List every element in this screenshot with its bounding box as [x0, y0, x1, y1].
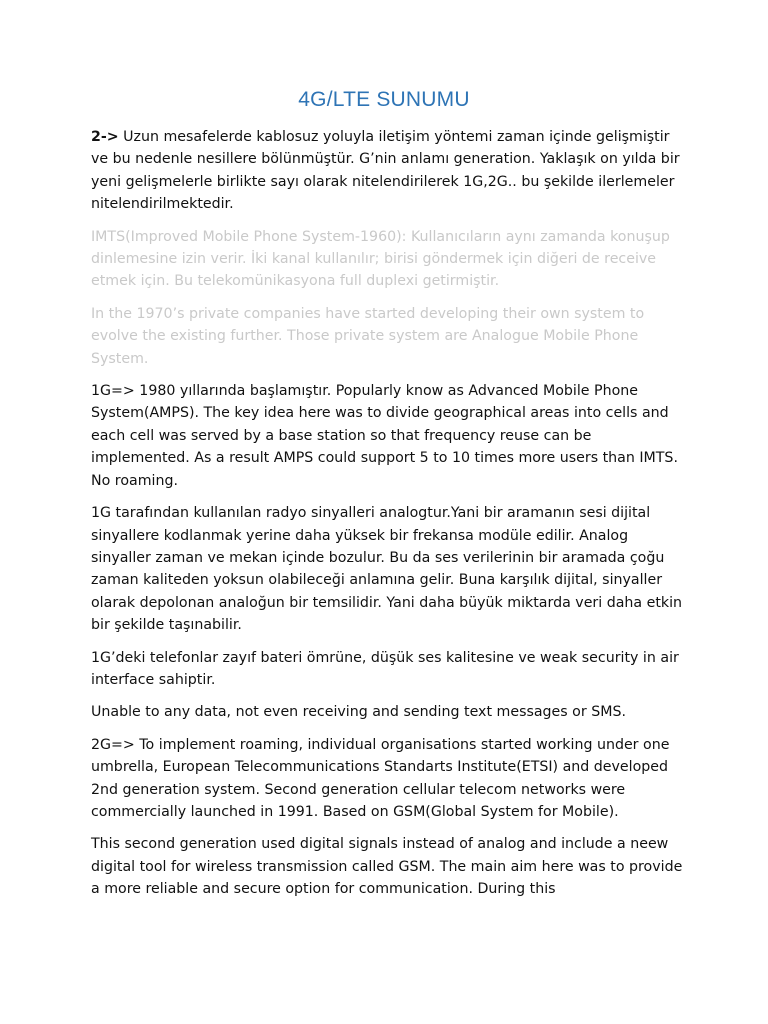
- paragraph-no-data: Unable to any data, not even receiving and sending text messages or SMS.: [91, 704, 626, 721]
- paragraph-2g-digital: This second generation used digital signals instead of analog and include a neew digital tool for wireless transmission called GSM. The main aim here was to provide a more reliable and secure option for communication. During this: [91, 836, 683, 898]
- paragraph-2g: 2G=> To implement roaming, individual organisations started working under one umbrella, European Telecommunications Standarts Institute(ETSI) and developed 2nd generation system. Second generation cellular telecom networks were commercially launched in 1991. Based on GSM(Global System for Mobile).: [91, 736, 670, 820]
- paragraph-1g-analog: 1G tarafından kullanılan radyo sinyalleri analogtur.Yani bir aramanın sesi dijital sinyallere kodlanmak yerine daha yüksek bir frekansa modüle edilir. Analog sinyaller zaman ve mekan içinde bozulur. Bu da ses verilerinin bir aramada çoğu zaman kaliteden yoksun olabileceği anlamına gelir. Buna karşılık dijital, sinyaller olarak depolonan analoğun bir temsilidir. Yani daha büyük miktarda veri daha etkin bir şekilde taşınabilir.: [91, 505, 683, 634]
- document-body: [91, 126, 691, 911]
- document-title: 4G/LTE SUNUMU: [298, 88, 470, 111]
- paragraph-1g-phones: 1G’deki telefonlar zayıf bateri ömrüne, düşük ses kalitesine ve weak security in air interface sahiptir.: [91, 649, 679, 688]
- paragraph-1g: 1G=> 1980 yıllarında başlamıştır. Popularly know as Advanced Mobile Phone System(AMPS). The key idea here was to divide geographical areas into cells and each cell was served by a base station so that frequency reuse can be implemented. As a result AMPS could support 5 to 10 times more users than IMTS. No roaming.: [91, 383, 678, 489]
- paragraph-lead: 2->: [91, 129, 119, 145]
- paragraph-imts: IMTS(Improved Mobile Phone System-1960): Kullanıcıların aynı zamanda konuşup dinlemesine izin verir. İki kanal kullanılır; birisi göndermek için diğeri de receive etmek için. Bu telekomünikasyona full duplexi getirmiştir.: [91, 228, 670, 290]
- paragraph-1970s: In the 1970’s private companies have started developing their own system to evolve the existing further. Those private system are Analogue Mobile Phone System.: [91, 305, 645, 367]
- paragraph-text: Uzun mesafelerde kablosuz yoluyla iletişim yöntemi zaman içinde gelişmiştir ve bu nedenle nesillere bölünmüştür. G’nin anlamı generation. Yaklaşık on yılda bir yeni gelişmelerle birlikte sayı olarak nitelendirilerek 1G,2G.. bu şekilde ilerlemeler nitelendirilmektedir.: [91, 129, 680, 213]
- paragraph-intro: [91, 126, 691, 216]
